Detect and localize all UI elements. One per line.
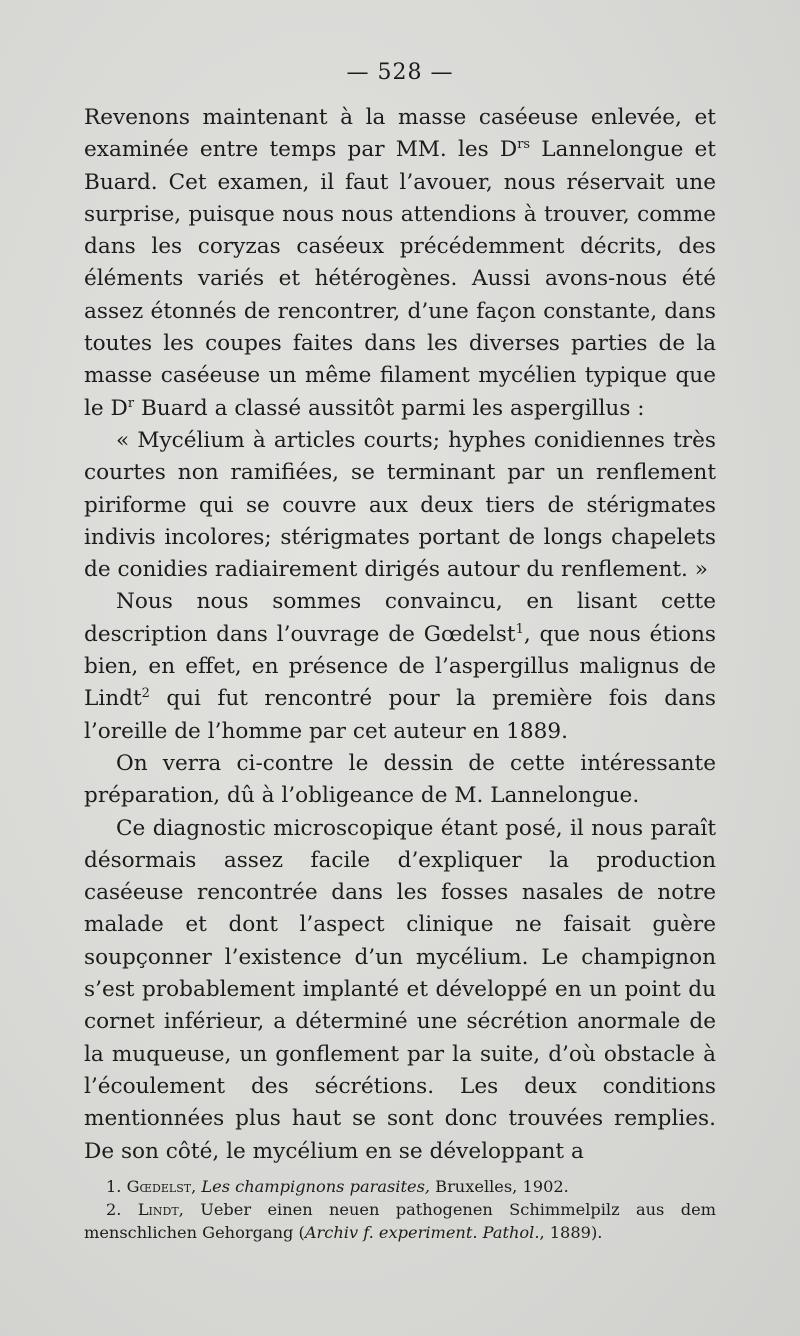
paragraph-2-quote: « Mycélium à articles courts; hyphes conidiennes très courtes non ramifiées, se terminant par un renflement piriforme qui se couvre aux deux tiers de stérigmates indivis incolores; stérigmates portant de longs chapelets de conidies radiairement dirigés autour du renflement. »	[84, 427, 716, 583]
footnote-2-title: Archiv f. experiment. Pathol.	[304, 1223, 540, 1242]
footnote-2-rest: , 1889).	[539, 1223, 603, 1242]
paragraph-5: Ce diagnostic microscopique étant posé, il nous paraît désormais assez facile d’expliquer la production caséeuse rencontrée dans les fosses nasales de notre malade et dont l’aspect clinique ne faisait guère soupçonner l’existence d’un mycélium. Le champignon s’est probablement implanté et développé en un point du cornet inférieur, a déterminé une sécrétion anormale de la muqueuse, un gonflement par la suite, d’où obstacle à l’écoulement des sécrétions. Les deux conditions mentionnées plus haut se sont donc trouvées remplies. De son côté, le mycélium en se développant a	[84, 815, 716, 1164]
footnote-1-title: Les champignons parasites,	[201, 1177, 431, 1196]
footnote-1-author: Gœdelst	[126, 1177, 192, 1196]
paragraph-3-text: Nous nous sommes convaincu, en lisant cette description dans l’ouvrage de Gœdelst	[84, 589, 716, 647]
superscript-drs: rs	[517, 137, 531, 153]
body-text	[84, 102, 716, 1168]
footnote-1	[84, 1175, 716, 1198]
footnote-2-text: Ueber einen neuen pathogenen Schimmelpilz aus dem menschlichen Gehorgang (	[84, 1200, 716, 1242]
footnote-2-sep: ,	[178, 1200, 201, 1219]
paragraph-4: On verra ci-contre le dessin de cette intéressante préparation, dû à l’obligeance de M. Lannelongue.	[84, 750, 716, 809]
superscript-dr: r	[127, 395, 135, 411]
footnote-ref-2: 2	[141, 686, 150, 702]
paragraph-1-text-cont: Lannelongue et Buard. Cet examen, il faut l’avouer, nous réservait une surprise, puisque nous nous attendions à trouver, comme dans les coryzas caséeux précédemment décrits, des éléments variés et hétérogènes. Aussi avons-nous été assez étonnés de rencontrer, d’une façon constante, dans toutes les coupes faites dans les diverses parties de la masse caséeuse un même filament mycélien typique que le D	[84, 137, 716, 421]
footnote-2	[84, 1198, 716, 1244]
footnote-1-sep: ,	[191, 1177, 202, 1196]
footnote-2-author: Lindt	[137, 1200, 179, 1219]
footnotes	[84, 1175, 716, 1244]
paragraph-1-text-end: Buard a classé aussitôt parmi les aspergillus :	[134, 395, 645, 421]
paragraph-1-text: Revenons maintenant à la masse caséeuse enlevée, et examinée entre temps par MM. les D	[84, 105, 716, 163]
page-number: — 528 —	[346, 60, 454, 85]
paragraph-3	[84, 586, 716, 747]
paragraph-1	[84, 102, 716, 425]
paragraph-3-text-end: qui fut rencontré pour la première fois dans l’oreille de l’homme par cet auteur en 1889.	[84, 686, 716, 744]
paragraph-3-text-cont: , que nous étions bien, en effet, en présence de l’aspergillus malignus de Lindt	[84, 621, 717, 712]
footnote-1-rest: Bruxelles, 1902.	[430, 1177, 569, 1196]
footnote-1-number: 1.	[106, 1177, 122, 1196]
footnote-ref-1: 1	[515, 621, 524, 637]
footnote-2-number: 2.	[106, 1200, 122, 1219]
